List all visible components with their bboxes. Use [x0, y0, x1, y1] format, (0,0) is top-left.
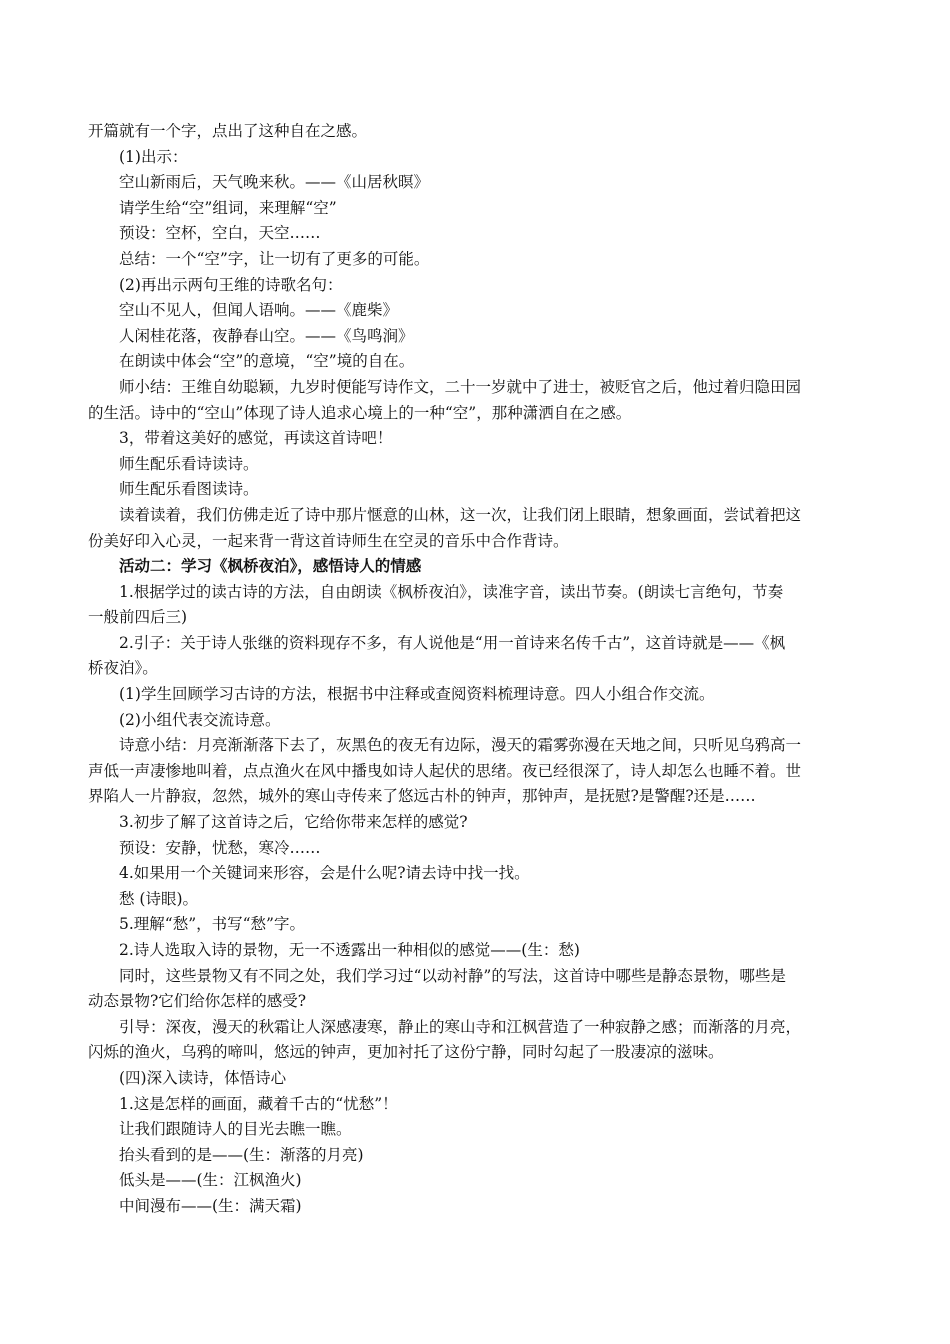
text-line: 空山不见人，但闻人语响。——《鹿柴》	[119, 301, 399, 320]
text-line: 桥夜泊》。	[88, 659, 158, 678]
text-line: 愁 (诗眼)。	[119, 889, 199, 908]
text-line: (四)深入读诗，体悟诗心	[119, 1068, 287, 1087]
text-line: 人闲桂花落，夜静春山空。——《鸟鸣涧》	[119, 326, 414, 345]
text-line: 引导：深夜，漫天的秋霜让人深感凄寒，静止的寒山寺和江枫营造了一种寂静之感；而渐落的月亮，	[119, 1017, 802, 1036]
text-line: 3.初步了解了这首诗之后，它给你带来怎样的感觉?	[119, 813, 468, 832]
text-line: 师生配乐看诗读诗。	[119, 454, 259, 473]
text-line: 在朗读中体会“空”的意境，“空”境的自在。	[119, 352, 415, 371]
text-line: 总结：一个“空”字，让一切有了更多的可能。	[119, 249, 430, 268]
text-line: 抬头看到的是——(生：渐落的月亮)	[119, 1145, 364, 1164]
text-line: (1)学生回顾学习古诗的方法，根据书中注释或查阅资料梳理诗意。四人小组合作交流。	[119, 685, 715, 704]
text-line: 诗意小结：月亮渐渐落下去了，灰黑色的夜无有边际，漫天的霜雾弥漫在天地之间，只听见乌鸦高一	[119, 736, 802, 755]
document-body	[88, 119, 868, 1220]
text-line: 中间漫布——(生：满天霜)	[119, 1196, 302, 1215]
text-line: (2)小组代表交流诗意。	[119, 710, 281, 729]
text-line: 师小结：王维自幼聪颖，九岁时便能写诗作文，二十一岁就中了进士，被贬官之后，他过着归隐田园	[119, 377, 802, 396]
text-line: 预设：安静，忧愁，寒冷……	[119, 838, 321, 857]
text-line: 2.诗人选取入诗的景物，无一不透露出一种相似的感觉——(生：愁)	[119, 941, 580, 959]
text-line: 空山新雨后，天气晚来秋。——《山居秋暝》	[119, 173, 430, 192]
text-line: 开篇就有一个字，点出了这种自在之感。	[88, 122, 368, 140]
text-line: 1.这是怎样的画面，藏着千古的“忧愁”！	[119, 1094, 398, 1113]
text-line: 低头是——(生：江枫渔火)	[119, 1171, 302, 1190]
text-line: 动态景物?它们给你怎样的感受?	[88, 992, 307, 1011]
text-line: 4.如果用一个关键词来形容，会是什么呢?请去诗中找一找。	[119, 864, 530, 883]
text-line: (1)出示：	[119, 147, 188, 166]
text-line: 5.理解“愁”，书写“愁”字。	[119, 915, 305, 934]
text-line: 让我们跟随诗人的目光去瞧一瞧。	[119, 1120, 352, 1139]
text-line: 份美好印入心灵，一起来背一背这首诗师生在空灵的音乐中合作背诗。	[88, 531, 569, 550]
text-line: 师生配乐看图读诗。	[119, 480, 259, 499]
section-heading: 活动二：学习《枫桥夜泊》，感悟诗人的情感	[119, 557, 422, 576]
text-line: 1.根据学过的读古诗的方法，自由朗读《枫桥夜泊》，读准字音，读出节奏。(朗读七言绝句，节奏	[119, 582, 784, 601]
text-line: 闪烁的渔火，乌鸦的啼叫，悠远的钟声，更加衬托了这份宁静，同时勾起了一股凄凉的滋味。	[88, 1043, 724, 1062]
text-line: 读着读着，我们仿佛走近了诗中那片惬意的山林，这一次，让我们闭上眼睛，想象画面，尝试着把这	[119, 505, 802, 524]
text-line: 的生活。诗中的“空山”体现了诗人追求心境上的一种“空”，那种潇洒自在之感。	[88, 403, 632, 422]
text-line: 一般前四后三)	[88, 608, 188, 627]
text-line: 同时，这些景物又有不同之处，我们学习过“以动衬静”的写法，这首诗中哪些是静态景物，哪些是	[119, 966, 786, 985]
text-line: (2)再出示两句王维的诗歌名句：	[119, 275, 343, 294]
text-line: 3，带着这美好的感觉，再读这首诗吧！	[119, 429, 393, 448]
text-line: 声低一声凄惨地叫着，点点渔火在风中播曳如诗人起伏的思绪。夜已经很深了，诗人却怎么也睡不着。世	[88, 761, 802, 780]
text-line: 界陷人一片静寂，忽然，城外的寒山寺传来了悠远古朴的钟声，那钟声，是抚慰?是警醒?还是……	[88, 787, 756, 806]
text-line: 2.引子：关于诗人张继的资料现存不多，有人说他是“用一首诗来名传千古”，这首诗就是——《枫	[119, 633, 786, 652]
text-line: 预设：空杯，空白，天空……	[119, 224, 321, 243]
text-line: 请学生给“空”组词，来理解“空”	[119, 198, 337, 217]
